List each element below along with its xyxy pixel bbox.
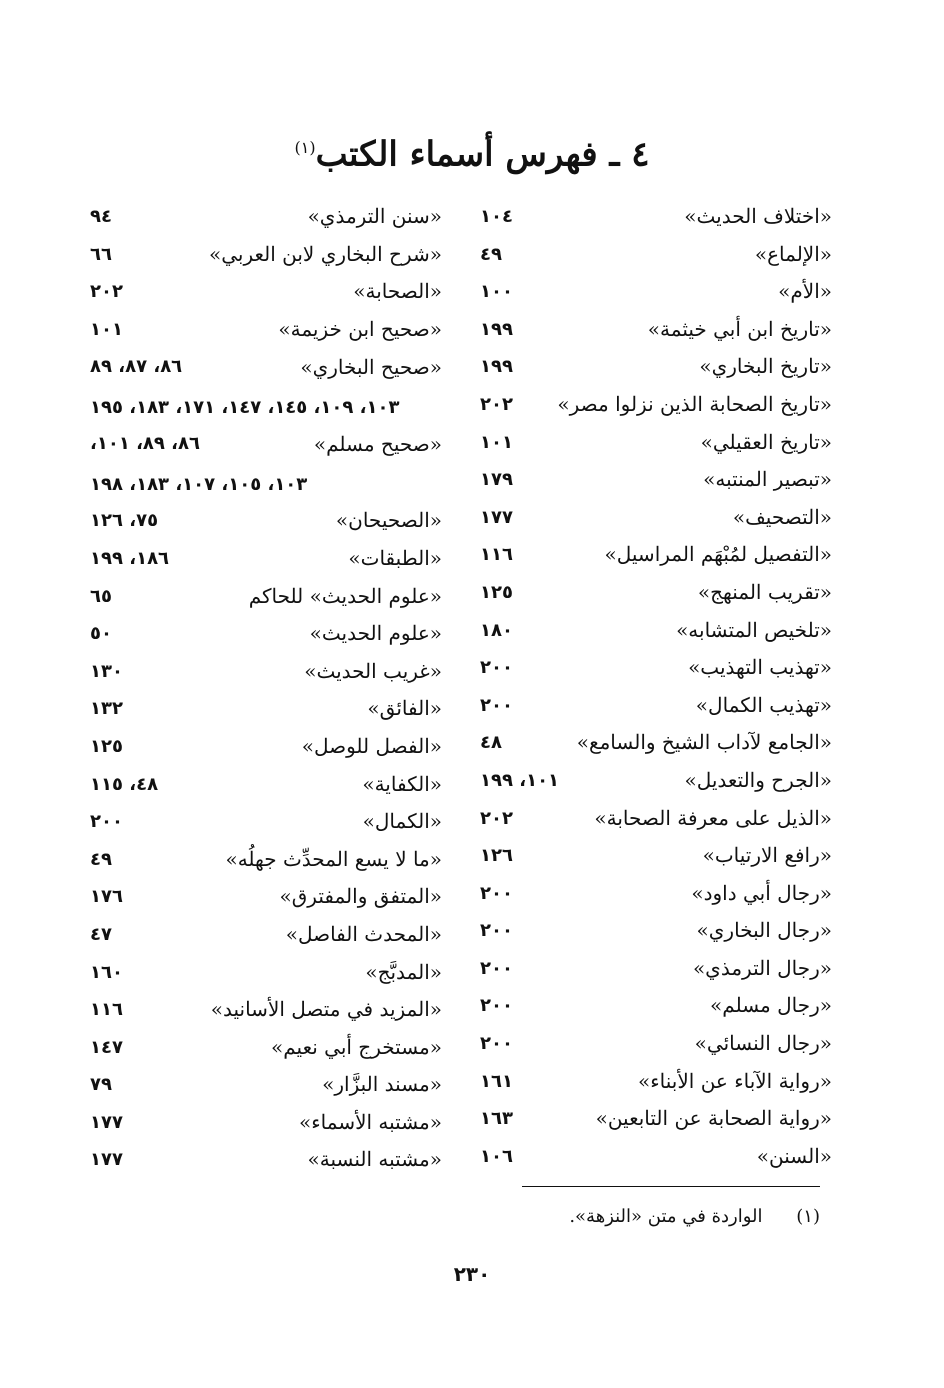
entry-title: «مشتبه الأسماء»: [299, 1109, 442, 1134]
entry-pages: ١٦١: [480, 1070, 513, 1092]
entry-pages: ١٠١: [480, 431, 513, 453]
entry-pages: ٢٠٠: [480, 995, 513, 1017]
entry-pages: ٦٦: [90, 243, 112, 265]
entry-title: «رجال أبي داود»: [691, 880, 832, 905]
entry-pages: ٢٠٠: [480, 957, 513, 979]
entry-title: «الطبقات»: [348, 545, 442, 570]
entry-title: «المتفق والمفترق»: [279, 884, 442, 909]
index-entry: [90, 502, 442, 540]
index-entry: [480, 536, 832, 574]
index-entry: [480, 950, 832, 988]
index-entry: [480, 386, 832, 424]
entry-pages: ٢٠٢: [480, 807, 513, 829]
entry-pages: ١٩٩: [480, 356, 513, 378]
index-entry: [480, 724, 832, 762]
index-entry: [90, 198, 442, 236]
entry-title: «الذيل على معرفة الصحابة»: [594, 805, 832, 830]
index-entry: [90, 916, 442, 954]
entry-title: «علوم الحديث»: [309, 621, 442, 646]
footnote-text: الواردة في متن «النزهة».: [569, 1206, 763, 1227]
entry-title: «غريب الحديث»: [304, 658, 442, 683]
index-entry: [480, 987, 832, 1025]
entry-pages: ٢٠٢: [480, 393, 513, 415]
footnote: [440, 1200, 820, 1234]
index-entry: [90, 841, 442, 879]
entry-pages: ١٧٩: [480, 469, 513, 491]
entry-title: «رواية الآباء عن الأبناء»: [638, 1068, 832, 1093]
index-entry: [90, 540, 442, 578]
entry-title: «اختلاف الحديث»: [684, 204, 832, 228]
index-entry: [90, 1029, 442, 1067]
entry-pages: ١٠١، ١٩٩: [480, 769, 560, 791]
index-entry: [90, 803, 442, 841]
index-entry: [90, 236, 442, 274]
entry-title: «التصحيف»: [732, 504, 832, 529]
entry-title: «رجال الترمذي»: [692, 955, 832, 980]
index-entry: [480, 348, 832, 386]
entry-pages-continued: ١٠٣، ١٠٩، ١٤٥، ١٤٧، ١٧١، ١٨٣، ١٩٥: [90, 397, 400, 419]
index-entry: [480, 687, 832, 725]
entry-pages: ١٦٣: [480, 1108, 513, 1130]
entry-pages: ١٣٢: [90, 698, 123, 720]
entry-title: «تهذيب الكمال»: [695, 692, 832, 717]
entry-title: «المدبَّج»: [365, 959, 442, 984]
index-column-right: [480, 198, 832, 1175]
entry-pages: ٢٠٠: [480, 657, 513, 679]
title-footnote-mark: (١): [294, 138, 316, 157]
entry-title: «تقريب المنهج»: [697, 579, 832, 604]
entry-pages: ٨٦، ٨٧، ٨٩: [90, 356, 183, 378]
entry-title: «الجرح والتعديل»: [684, 767, 832, 792]
index-entry: [480, 837, 832, 875]
entry-pages: ٩٤: [90, 206, 112, 227]
entry-pages: ٢٠٠: [480, 882, 513, 904]
entry-pages: ١٠٠: [480, 281, 513, 303]
index-entry: [90, 578, 442, 616]
entry-title: «التفصيل لمُبْهَم المراسيل»: [604, 542, 832, 567]
entry-title: «ما لا يسع المحدِّث جهلُه»: [225, 846, 442, 871]
entry-title: «تاريخ ابن أبي خيثمة»: [647, 316, 832, 341]
index-entry: [480, 311, 832, 349]
entry-pages: ٧٩: [90, 1074, 112, 1096]
entry-title: «الكفاية»: [362, 771, 442, 796]
index-entry: [90, 1104, 442, 1142]
index-entry: [480, 912, 832, 950]
index-entry: [90, 348, 442, 425]
entry-pages: ١٧٧: [90, 1111, 123, 1133]
index-entry: [90, 991, 442, 1029]
entry-pages: ١٠٦: [480, 1145, 513, 1167]
entry-pages: ١١٦: [480, 544, 513, 566]
index-entry: [90, 954, 442, 992]
entry-title: «تلخيص المتشابه»: [676, 617, 832, 642]
entry-title: «رجال البخاري»: [696, 918, 832, 943]
index-entry: [480, 800, 832, 838]
entry-pages-continued: ١٠٣، ١٠٥، ١٠٧، ١٨٣، ١٩٨: [90, 474, 308, 496]
entry-title: «الكمال»: [362, 809, 442, 834]
entry-title: «رجال مسلم»: [710, 993, 832, 1018]
index-column-left: [90, 198, 442, 1179]
index-entry: [480, 236, 832, 274]
entry-title: «السنن»: [756, 1143, 832, 1168]
entry-pages: ١٣٠: [90, 660, 123, 682]
index-entry: [480, 762, 832, 800]
entry-title: «صحيح ابن خزيمة»: [278, 316, 442, 341]
entry-pages: ١٨٠: [480, 619, 513, 641]
index-entry: [90, 690, 442, 728]
entry-pages: ٨٦، ٨٩، ١٠١،: [90, 433, 200, 455]
index-entry: [90, 1066, 442, 1104]
index-entry: [90, 766, 442, 804]
entry-pages: ١٠١: [90, 318, 123, 340]
entry-pages: ١٢٥: [90, 735, 123, 757]
page-title: [0, 120, 944, 176]
entry-title: «الأم»: [778, 279, 832, 304]
entry-pages: ٤٩: [480, 243, 502, 265]
index-entry: [480, 461, 832, 499]
entry-title: «رجال النسائي»: [694, 1031, 832, 1056]
entry-pages: ٢٠٠: [90, 811, 123, 833]
entry-title: «تبصير المنتبه»: [703, 467, 832, 492]
entry-title: «رواية الصحابة عن التابعين»: [595, 1106, 832, 1131]
entry-title: «مشتبه النسبة»: [307, 1147, 442, 1172]
index-entry: [480, 1138, 832, 1176]
index-entry: [90, 878, 442, 916]
index-entry: [480, 198, 832, 236]
entry-title: «رافع الارتياب»: [702, 843, 832, 868]
index-entry: [90, 615, 442, 653]
entry-pages: ١٧٧: [90, 1149, 123, 1171]
entry-pages: ١٩٩: [480, 318, 513, 340]
entry-pages: ٢٠٢: [90, 281, 123, 303]
entry-pages: ٦٥: [90, 585, 112, 607]
entry-pages: ١٢٥: [480, 581, 513, 603]
footnote-divider: [522, 1186, 820, 1187]
index-entry: [90, 273, 442, 311]
entry-title: «تاريخ البخاري»: [699, 354, 832, 379]
entry-pages: ٤٨: [480, 732, 502, 754]
index-entry: [90, 311, 442, 349]
entry-title: «مستخرج أبي نعيم»: [271, 1034, 442, 1059]
title-text: ٤ ـ فهرس أسماء الكتب: [315, 134, 650, 175]
entry-title: «الجامع لآداب الشيخ والسامع»: [576, 730, 832, 755]
entry-title: «صحيح البخاري»: [300, 355, 442, 380]
index-entry: [480, 273, 832, 311]
entry-pages: ٤٩: [90, 848, 112, 870]
index-entry: [480, 1025, 832, 1063]
entry-title: «الصحيحان»: [335, 508, 442, 533]
entry-title: «الصحابة»: [353, 279, 442, 304]
entry-pages: ١٤٧: [90, 1036, 123, 1058]
entry-title: «مسند البزَّار»: [322, 1072, 442, 1097]
entry-title: «علوم الحديث» للحاكم: [248, 583, 442, 608]
entry-pages: ٤٧: [90, 923, 112, 945]
entry-pages: ٥٠: [90, 623, 112, 645]
entry-pages: ٧٥، ١٢٦: [90, 510, 159, 532]
index-entry: [480, 1063, 832, 1101]
entry-title: «المزيد في متصل الأسانيد»: [210, 997, 442, 1022]
index-entry: [480, 612, 832, 650]
entry-title: «شرح البخاري لابن العربي»: [208, 241, 442, 266]
footnote-mark: (١): [796, 1206, 820, 1227]
index-entry: [90, 425, 442, 502]
index-entry: [480, 649, 832, 687]
entry-title: «الفائق»: [367, 696, 442, 721]
index-entry: [480, 875, 832, 913]
entry-pages: ٤٨، ١١٥: [90, 773, 159, 795]
entry-pages: ١١٦: [90, 999, 123, 1021]
entry-pages: ١٧٧: [480, 506, 513, 528]
index-entry: [90, 728, 442, 766]
entry-title: «سنن الترمذي»: [307, 204, 442, 228]
entry-title: «المحدث الفاصل»: [285, 921, 442, 946]
entry-pages: ١٠٤: [480, 206, 513, 227]
page-number: ٢٣٠: [453, 1262, 491, 1286]
entry-pages: ٢٠٠: [480, 920, 513, 942]
entry-pages: ١٢٦: [480, 845, 513, 867]
entry-title: «تاريخ العقيلي»: [700, 429, 832, 454]
index-entry: [90, 1141, 442, 1179]
index-entry: [480, 1100, 832, 1138]
entry-pages: ٢٠٠: [480, 694, 513, 716]
entry-title: «صحيح مسلم»: [313, 432, 442, 457]
index-entry: [480, 499, 832, 537]
entry-pages: ٢٠٠: [480, 1033, 513, 1055]
entry-title: «الفصل للوصل»: [301, 733, 442, 758]
entry-title: «تاريخ الصحابة الذين نزلوا مصر»: [557, 391, 832, 416]
entry-title: «تهذيب التهذيب»: [688, 655, 832, 680]
entry-pages: ١٦٠: [90, 961, 123, 983]
index-entry: [480, 574, 832, 612]
entry-title: «الإلماع»: [754, 241, 832, 266]
entry-pages: ١٧٦: [90, 886, 123, 908]
entry-pages: ١٨٦، ١٩٩: [90, 547, 170, 569]
index-entry: [480, 424, 832, 462]
index-entry: [90, 653, 442, 691]
